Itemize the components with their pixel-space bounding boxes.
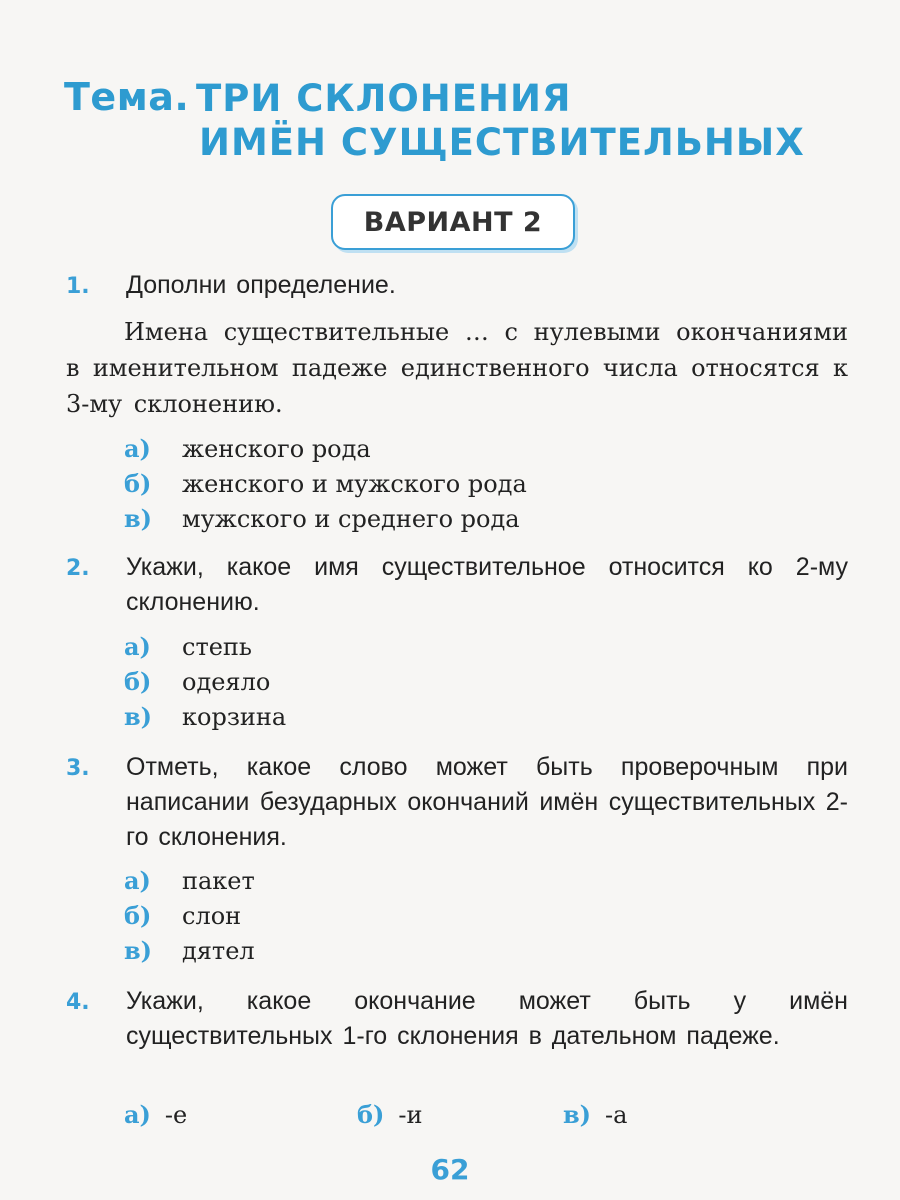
task-2-number: 2. [66, 556, 90, 581]
task-4-option-c[interactable] [563, 1100, 627, 1129]
task-1-option-a[interactable] [124, 434, 371, 463]
task-2-option-a[interactable] [124, 632, 252, 661]
option-text: одеяло [182, 668, 271, 696]
option-text: пакет [182, 867, 255, 895]
task-1-option-b[interactable] [124, 469, 527, 498]
task-1-option-c[interactable] [124, 504, 520, 533]
option-letter: в) [124, 936, 153, 965]
option-text: слон [182, 902, 242, 930]
option-letter: б) [357, 1100, 385, 1129]
task-2-option-b[interactable] [124, 667, 270, 696]
task-3-number: 3. [66, 756, 90, 781]
page-number: 62 [430, 1153, 470, 1186]
task-3-question: Отметь, какое слово может быть проверочным при написании безударных окончаний имён существительных 2-го склонения. [126, 753, 848, 851]
option-text: -а [605, 1101, 628, 1129]
option-text: корзина [182, 703, 287, 731]
task-3-option-a[interactable] [124, 866, 255, 895]
task-4-question: Укажи, какое окончание может быть у имён существительных 1-го склонения в дательном падеже. [126, 987, 848, 1050]
task-2-question: Укажи, какое имя существительное относится ко 2-му склонению. [126, 553, 848, 616]
task-1-number: 1. [66, 274, 90, 299]
option-text: женского рода [182, 435, 371, 463]
option-letter: в) [563, 1100, 592, 1129]
option-letter: в) [124, 504, 153, 533]
option-letter: в) [124, 702, 153, 731]
option-text: степь [182, 633, 252, 661]
variant-label: ВАРИАНТ 2 [363, 206, 543, 238]
task-4-option-a[interactable] [124, 1100, 187, 1129]
option-text: мужского и среднего рода [182, 505, 520, 533]
task-3-option-b[interactable] [124, 901, 241, 930]
option-letter: а) [124, 1100, 151, 1129]
option-letter: а) [124, 434, 151, 463]
task-4-option-b[interactable] [357, 1100, 422, 1129]
task-2-option-c[interactable] [124, 702, 286, 731]
task-1-question: Дополни определение. [126, 271, 396, 299]
option-text: -и [398, 1101, 423, 1129]
task-1-definition-text: Имена существительные … с нулевыми окончаниями в именительном падеже единственного числа относятся к 3-му склонению. [66, 318, 848, 418]
option-letter: б) [124, 901, 152, 930]
option-text: женского и мужского рода [182, 470, 527, 498]
topic-label: Тема. [64, 75, 190, 119]
variant-badge [331, 194, 575, 250]
option-letter: а) [124, 866, 151, 895]
topic-title-line2: ИМЁН СУЩЕСТВИТЕЛЬНЫХ [199, 121, 805, 164]
task-3-option-c[interactable] [124, 936, 255, 965]
option-letter: б) [124, 469, 152, 498]
option-text: -е [164, 1101, 188, 1129]
option-letter: б) [124, 667, 152, 696]
task-4-number: 4. [66, 990, 90, 1015]
topic-title-line1: ТРИ СКЛОНЕНИЯ [196, 77, 572, 120]
option-letter: а) [124, 632, 151, 661]
option-text: дятел [182, 937, 255, 965]
